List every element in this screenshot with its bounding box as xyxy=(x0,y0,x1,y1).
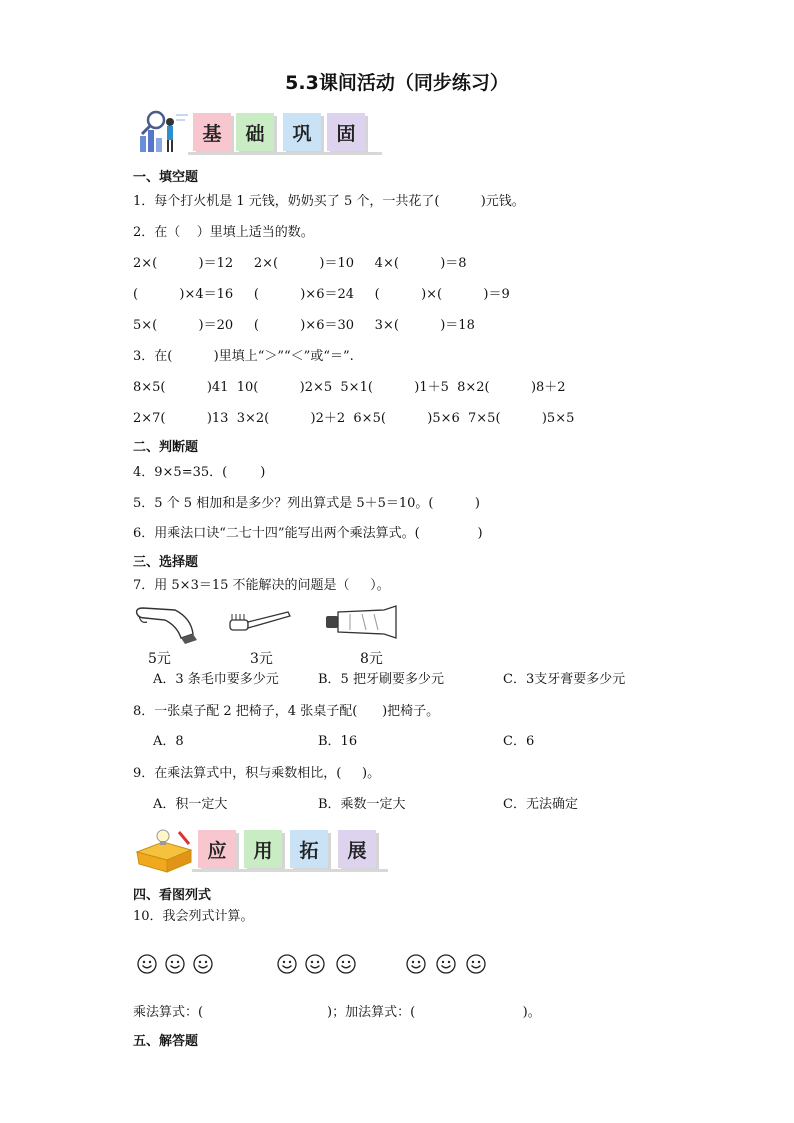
smiley-icon xyxy=(336,954,356,974)
banner2-tile-1: 应 xyxy=(198,830,236,868)
smiley-icon xyxy=(466,954,486,974)
q7-option-b: B．5 把牙刷要多少元 xyxy=(318,672,444,687)
smiley-icon xyxy=(137,954,157,974)
section-fill-blank: 一、填空题 xyxy=(133,170,199,185)
banner2-shelf xyxy=(192,869,388,872)
question-5: 5．5 个 5 相加和是多少？列出算式是 5＋5＝10。( ) xyxy=(133,496,480,511)
banner2-tile-2: 用 xyxy=(244,830,282,868)
banner1-tile-1: 基 xyxy=(193,113,231,151)
question-7: 7．用 5×3＝15 不能解决的问题是（ ）。 xyxy=(133,578,390,593)
toothpaste-icon xyxy=(322,604,402,642)
question-2: 2．在（ ）里填上适当的数。 xyxy=(133,225,314,240)
q8-option-c: C．6 xyxy=(503,734,535,749)
magnifier-person-icon xyxy=(134,108,190,156)
smiley-icon xyxy=(193,954,213,974)
price-toothbrush: 3元 xyxy=(250,651,273,667)
banner1-tile-3: 巩 xyxy=(283,113,321,151)
towel-icon xyxy=(131,604,203,644)
price-toothpaste: 8元 xyxy=(360,651,383,667)
q8-option-a: A．8 xyxy=(153,734,184,749)
q9-option-c: C．无法确定 xyxy=(503,797,578,812)
question-10: 10．我会列式计算。 xyxy=(133,909,254,924)
q8-option-b: B．16 xyxy=(318,734,358,749)
section-picture-equation: 四、看图列式 xyxy=(133,888,212,903)
page-title: 5.3课间活动（同步练习） xyxy=(285,72,509,94)
question-8: 8．一张桌子配 2 把椅子，4 张桌子配( )把椅子。 xyxy=(133,704,440,719)
question-3: 3．在( )里填上“＞”“＜”或“＝”. xyxy=(133,349,354,364)
question-1: 1．每个打火机是 1 元钱，奶奶买了 5 个，一共花了( )元钱。 xyxy=(133,194,525,209)
smiley-icon xyxy=(305,954,325,974)
question-2-row-1: 2×( )＝12 2×( )＝10 4×( )＝8 xyxy=(133,256,467,271)
smiley-icon xyxy=(436,954,456,974)
question-9: 9．在乘法算式中，积与乘数相比，( )。 xyxy=(133,766,381,781)
banner1-tile-4: 固 xyxy=(327,113,365,151)
q7-option-a: A．3 条毛巾要多少元 xyxy=(153,672,279,687)
question-3-row-1: 8×5( )41 10( )2×5 5×1( )1＋5 8×2( )8＋2 xyxy=(133,380,566,395)
question-2-row-3: 5×( )＝20 ( )×6＝30 3×( )＝18 xyxy=(133,318,475,333)
question-2-row-2: ( )×4＝16 ( )×6＝24 ( )×( )＝9 xyxy=(133,287,510,302)
q9-option-a: A．积一定大 xyxy=(153,797,228,812)
question-4: 4．9×5=35．( ) xyxy=(133,465,266,480)
price-towel: 5元 xyxy=(148,651,171,667)
banner2-tile-4: 展 xyxy=(338,830,376,868)
banner1-tile-2: 础 xyxy=(236,113,274,151)
toolbox-lightbulb-icon xyxy=(133,828,195,874)
smiley-icon xyxy=(165,954,185,974)
question-10-answer-line: 乘法算式：( )；加法算式：( )。 xyxy=(133,1005,541,1020)
question-6: 6．用乘法口诀“二七十四”能写出两个乘法算式。( ) xyxy=(133,526,483,541)
smiley-icon xyxy=(277,954,297,974)
q7-option-c: C．3支牙膏要多少元 xyxy=(503,672,626,687)
question-3-row-2: 2×7( )13 3×2( )2＋2 6×5( )5×6 7×5( )5×5 xyxy=(133,411,575,426)
smiley-icon xyxy=(406,954,426,974)
section-word-problems: 五、解答题 xyxy=(133,1034,199,1049)
toothbrush-icon xyxy=(224,608,294,638)
section-multiple-choice: 三、选择题 xyxy=(133,555,199,570)
banner2-tile-3: 拓 xyxy=(290,830,328,868)
q9-option-b: B．乘数一定大 xyxy=(318,797,406,812)
banner1-shelf xyxy=(188,152,382,155)
section-true-false: 二、判断题 xyxy=(133,440,199,455)
